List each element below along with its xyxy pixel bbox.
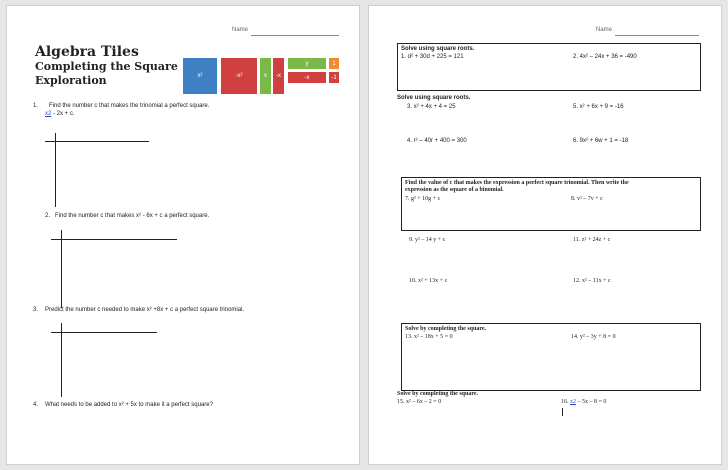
problem-3: 3. x² + 4x + 4 = 25 (407, 104, 456, 110)
section4-header: Solve by completing the square. (405, 326, 487, 332)
section2-header: Solve using square roots. (397, 95, 471, 101)
q4-number: 4. (33, 402, 39, 408)
q3-text: Predict the number c needed to make x² +8x + c a perfect square trinomial. (45, 307, 245, 313)
problem-13: 13. x² – 18x + 5 = 0 (405, 334, 453, 340)
unit-tile: 1 (329, 58, 339, 69)
worksheet-page-right (368, 5, 722, 465)
problem-6: 6. 9x² + 6w + 1 = -18 (573, 138, 629, 144)
name-line (251, 35, 339, 36)
x-tile: x (260, 58, 271, 94)
name-line (615, 35, 699, 36)
problem-10: 10. x² + 13x + c (409, 278, 448, 284)
problem-9: 9. y² – 14 y + c (409, 237, 446, 243)
neg-x-bar-tile: -x (288, 72, 326, 83)
section1-header: Solve using square roots. (401, 46, 475, 52)
q2-horizontal-axis (51, 239, 177, 240)
problem-16-rest: – 5x – 8 = 0 (576, 399, 607, 405)
q1-horizontal-axis (45, 141, 149, 142)
q3-number: 3. (33, 307, 39, 313)
section3-header-line2: expression as the square of a binomial. (405, 187, 504, 193)
title-line2: Completing the Square (35, 60, 178, 73)
neg-unit-tile: -1 (329, 72, 339, 83)
worksheet-page-left (6, 5, 360, 465)
x-squared-tile: x² (183, 58, 217, 94)
problem-4: 4. r² – 40r + 400 = 300 (407, 138, 467, 144)
problem-16-number: 16. (561, 399, 570, 405)
q1-text: Find the number c that makes the trinomial a perfect square. (49, 103, 210, 109)
title-line3: Exploration (35, 74, 107, 87)
x-bar-tile: y (288, 58, 326, 69)
problem-2: 2. 4x² – 24x + 36 = -490 (573, 54, 637, 60)
q2-text: Find the number c that makes x² - 6x + c a perfect square. (55, 213, 210, 219)
problem-16 (561, 399, 606, 405)
problem-15: 15. x² – 6x – 2 = 0 (397, 399, 442, 405)
q3-vertical-axis (61, 323, 62, 397)
name-label: Name (596, 27, 613, 33)
title-line1: Algebra Tiles (35, 44, 139, 60)
neg-x-tile: -x (273, 58, 284, 94)
text-cursor (562, 408, 563, 416)
problem-14: 14. y² – 3y + 8 = 0 (571, 334, 616, 340)
q1-expr-underlined: x2 (45, 111, 52, 117)
problem-11: 11. z² + 24z + c (573, 237, 611, 243)
problem-16-underlined: x2 (570, 399, 576, 405)
q4-text: What needs to be added to x² + 5x to make it a perfect square? (45, 402, 213, 408)
q2-number: 2. (45, 213, 51, 219)
q1-vertical-axis (55, 133, 56, 207)
problem-7: 7. g² + 10g + c (405, 196, 441, 202)
problem-1: 1. d² + 30d + 225 = 121 (401, 54, 464, 60)
q1-number: 1. (33, 103, 39, 109)
problem-8: 8. v² – 7v + c (571, 196, 603, 202)
q2-vertical-axis (61, 230, 62, 308)
name-label: Name (232, 27, 249, 33)
problem-5: 5. x² + 6x + 9 = -16 (573, 104, 624, 110)
q1-expression (45, 111, 75, 117)
problem-12: 12. x² – 11x + c (573, 278, 611, 284)
q1-expr-rest: - 2x + c. (51, 111, 75, 117)
neg-x-squared-tile: -x² (221, 58, 257, 94)
section5-header: Solve by completing the square. (397, 391, 479, 397)
q3-horizontal-axis (51, 332, 157, 333)
section3-header-line1: Find the value of c that makes the expression a perfect square trinomial. Then write the (405, 180, 629, 186)
